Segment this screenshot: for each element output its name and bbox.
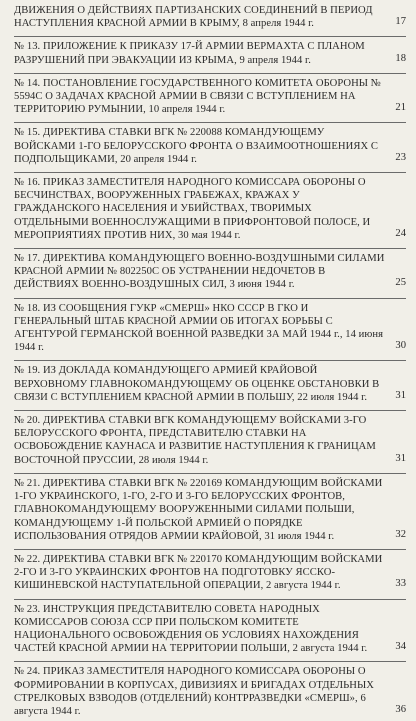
toc-entry-title: ПОСТАНОВЛЕНИЕ ГОСУДАРСТВЕННОГО КОМИТЕТА ОБОРОНЫ № 5594С О ЗАДАЧАХ КРАСНОЙ АРМИИ В СВЯЗИ С ВСТУПЛЕНИЕМ НА ТЕРРИТОРИЮ РУМЫНИИ, xyxy=(14,77,381,116)
toc-entry-date: 2 августа 1944 г. xyxy=(292,643,368,655)
toc-entry-text xyxy=(14,364,386,404)
toc-entry-text xyxy=(14,414,386,467)
divider xyxy=(14,661,406,662)
toc-entry-number: № 24. xyxy=(14,666,41,678)
toc-entry-number: № 19. xyxy=(14,365,41,377)
toc-entry-number: № 17. xyxy=(14,253,41,265)
toc-entry-number: № 13. xyxy=(14,41,41,53)
toc-entry-number: № 14. xyxy=(14,77,41,89)
toc-entry xyxy=(14,665,406,721)
divider xyxy=(14,549,406,550)
divider xyxy=(14,248,406,249)
divider xyxy=(14,172,406,173)
toc-entry-date: 22 июля 1944 г. xyxy=(297,391,368,403)
toc-entry-date: 3 июня 1944 г. xyxy=(229,279,295,291)
toc-entry-number: № 21. xyxy=(14,477,41,489)
toc-entry-title: ДИРЕКТИВА КОМАНДУЮЩЕГО ВОЕННО-ВОЗДУШНЫМИ СИЛАМИ КРАСНОЙ АРМИИ № 802250С ОБ УСТРАНЕНИИ НЕДОЧЕТОВ В ДЕЙСТВИЯХ ВОЕННО-ВОЗДУШНЫХ СИЛ, xyxy=(14,253,385,291)
toc-entry-number: № 16. xyxy=(14,177,41,189)
toc-entry-page: 24 xyxy=(395,227,406,239)
toc-entry-page: 23 xyxy=(395,151,406,163)
toc-entry xyxy=(14,126,406,169)
toc-entry-date: 31 июля 1944 г. xyxy=(264,530,335,542)
toc-entry xyxy=(14,77,406,120)
toc-entry-text xyxy=(14,126,386,166)
toc-entry xyxy=(14,414,406,470)
toc-entry-text xyxy=(14,176,386,242)
toc-entry-page: 17 xyxy=(395,16,406,28)
divider xyxy=(14,73,406,74)
toc-entry xyxy=(14,302,406,358)
toc-entry-title: ДИРЕКТИВА СТАВКИ ВГК № 220169 КОМАНДУЮЩИМ ВОЙСКАМИ 1-ГО УКРАИНСКОГО, 1-ГО, 2-ГО И 3-ГО БЕЛОРУССКИХ ФРОНТОВ, ГЛАВНОКОМАНДУЮЩЕМУ ВООРУЖЕННЫМИ СИЛАМИ ПОЛЬШИ, КОМАНДУЮЩЕМУ 1-Й ПОЛЬСКОЙ АРМИЕЙ О ПОРЯДКЕ ИСПОЛЬЗОВАНИЯ ОТРЯДОВ АРМИИ КРАЙОВОЙ, xyxy=(14,477,383,542)
toc-entry-number: № 22. xyxy=(14,553,41,565)
toc-entry-text xyxy=(14,40,386,66)
toc-entry xyxy=(14,477,406,546)
toc-entry-title: ДИРЕКТИВА СТАВКИ ВГК КОМАНДУЮЩЕМУ ВОЙСКАМИ 3-ГО БЕЛОРУССКОГО ФРОНТА, ПРЕДСТАВИТЕЛЮ СТАВКИ НА ОСВОБОЖДЕНИЕ КАУНАСА И РАЗВИТИЕ НАСТУПЛЕНИЯ К ГРАНИЦАМ ВОСТОЧНОЙ ПРУССИИ, xyxy=(14,415,376,466)
toc-entry-page: 25 xyxy=(395,277,406,289)
toc-entry-page: 31 xyxy=(395,389,406,401)
toc-entry-date: 28 июля 1944 г. xyxy=(138,454,209,466)
toc-entry-title: ИНСТРУКЦИЯ ПРЕДСТАВИТЕЛЮ СОВЕТА НАРОДНЫХ КОМИССАРОВ СОЮЗА ССР ПРИ ПОЛЬСКОМ КОМИТЕТЕ НАЦИОНАЛЬНОГО ОСВОБОЖДЕНИЯ ОБ УСЛОВИЯХ НАХОЖДЕНИЯ ЧАСТЕЙ КРАСНОЙ АРМИИ НА ТЕРРИТОРИИ ПОЛЬШИ, xyxy=(14,603,359,655)
divider xyxy=(14,599,406,600)
divider xyxy=(14,122,406,123)
toc-entry xyxy=(14,176,406,245)
toc-entry-date: 8 апреля 1944 г. xyxy=(242,18,315,30)
toc-entry xyxy=(14,40,406,69)
toc-entry-page: 36 xyxy=(395,703,406,715)
toc-entry-date: 1944 г., 14 июня 1944 г. xyxy=(14,329,383,354)
toc-entry-text xyxy=(14,4,386,30)
toc-entry-page: 32 xyxy=(395,528,406,540)
toc-entry-title: ПРИКАЗ ЗАМЕСТИТЕЛЯ НАРОДНОГО КОМИССАРА ОБОРОНЫ О БЕСЧИНСТВАХ, ВООРУЖЕННЫХ ГРАБЕЖАХ, КРАЖАХ У ГРАЖДАНСКОГО НАСЕЛЕНИЯ И УБИЙСТВАХ, ТВОРИМЫХ ОТДЕЛЬНЫМИ ВОЕННОСЛУЖАЩИМИ В ПРИФРОНТОВОЙ ПОЛОСЕ, И МЕРОПРИЯТИЯХ ПРОТИВ НИХ, xyxy=(14,177,371,241)
toc-entry-text xyxy=(14,77,386,117)
toc-entry xyxy=(14,553,406,596)
toc-entry-text xyxy=(14,477,386,543)
toc-entry-text xyxy=(14,553,386,593)
toc-entry-date: 30 мая 1944 г. xyxy=(177,229,241,241)
toc-entry-title: ДВИЖЕНИЯ О ДЕЙСТВИЯХ ПАРТИЗАНСКИХ СОЕДИНЕНИЙ В ПЕРИОД НАСТУПЛЕНИЯ КРАСНОЙ АРМИИ В КРЫМУ, xyxy=(14,5,373,30)
toc-entry-page: 34 xyxy=(395,641,406,653)
toc-entry-title: ИЗ СООБЩЕНИЯ ГУКР «СМЕРШ» НКО СССР В ГКО И ГЕНЕРАЛЬНЫЙ ШТАБ КРАСНОЙ АРМИИ ОБ ИТОГАХ БОРЬБЫ С АГЕНТУРОЙ ГЕРМАНСКОЙ ВОЕННОЙ РАЗВЕДКИ ЗА МАЙ xyxy=(14,302,333,341)
divider xyxy=(14,298,406,299)
toc-entry-date: 10 апреля 1944 г. xyxy=(148,104,226,116)
toc-entry-number: № 23. xyxy=(14,603,41,615)
toc-entry xyxy=(14,252,406,295)
toc-entry-page: 21 xyxy=(395,102,406,114)
toc-entry-page: 33 xyxy=(395,578,406,590)
toc-entry-page: 18 xyxy=(395,52,406,64)
toc-entry-number: № 20. xyxy=(14,415,41,427)
toc-entry-title: ДИРЕКТИВА СТАВКИ ВГК № 220088 КОМАНДУЮЩЕМУ ВОЙСКАМИ 1-ГО БЕЛОРУССКОГО ФРОНТА О ВЗАИМООТНОШЕНИЯХ С ПОДПОЛЬЩИКАМИ, xyxy=(14,127,378,165)
divider xyxy=(14,473,406,474)
toc-entry-text xyxy=(14,252,386,292)
toc-entry-title: ИЗ ДОКЛАДА КОМАНДУЮЩЕГО АРМИЕЙ КРАЙОВОЙ ВЕРХОВНОМУ ГЛАВНОКОМАНДУЮЩЕМУ ОБ ОЦЕНКЕ ОБСТАНОВКИ В СВЯЗИ С ВСТУПЛЕНИЕМ КРАСНОЙ АРМИИ В ПОЛЬШУ, xyxy=(14,365,380,403)
divider xyxy=(14,360,406,361)
toc-entry-date: 2 августа 1944 г. xyxy=(265,580,341,592)
toc-entry-date: 6 августа 1944 г. xyxy=(14,692,366,717)
toc-entry xyxy=(14,603,406,659)
toc-entry-text xyxy=(14,665,386,718)
toc-entry-text xyxy=(14,302,386,355)
toc-entry xyxy=(14,364,406,407)
toc-entry xyxy=(14,4,406,33)
toc-entry-date: 9 апреля 1944 г. xyxy=(239,54,311,66)
toc-entry-page: 31 xyxy=(395,452,406,464)
toc-entry-title: ПРИКАЗ ЗАМЕСТИТЕЛЯ НАРОДНОГО КОМИССАРА ОБОРОНЫ О ФОРМИРОВАНИИ В КОРПУСАХ, ДИВИЗИЯХ И БРИГАДАХ ОТДЕЛЬНЫХ СТРЕЛКОВЫХ ВЗВОДОВ (ОТДЕЛЕНИЙ) КОНТРРАЗВЕДКИ «СМЕРШ», xyxy=(14,666,374,704)
toc-entry-date: 20 апреля 1944 г. xyxy=(120,153,197,165)
toc-entry-number: № 15. xyxy=(14,127,41,139)
toc-entry-text xyxy=(14,603,386,656)
toc-entry-title: ПРИЛОЖЕНИЕ К ПРИКАЗУ 17-Й АРМИИ ВЕРМАХТА С ПЛАНОМ РАЗРУШЕНИЙ ПРИ ЭВАКУАЦИИ ИЗ КРЫМА, xyxy=(14,41,365,66)
divider xyxy=(14,410,406,411)
divider xyxy=(14,36,406,37)
toc-entry-title: ДИРЕКТИВА СТАВКИ ВГК № 220170 КОМАНДУЮЩИМ ВОЙСКАМИ 2-ГО И 3-ГО УКРАИНСКИХ ФРОНТОВ НА ПОДГОТОВКУ ЯССКО-КИШИНЕВСКОЙ НАСТУПАТЕЛЬНОЙ ОПЕРАЦИИ, xyxy=(14,553,383,592)
toc-entry-number: № 18. xyxy=(14,302,41,314)
toc-entry-page: 30 xyxy=(395,340,406,352)
